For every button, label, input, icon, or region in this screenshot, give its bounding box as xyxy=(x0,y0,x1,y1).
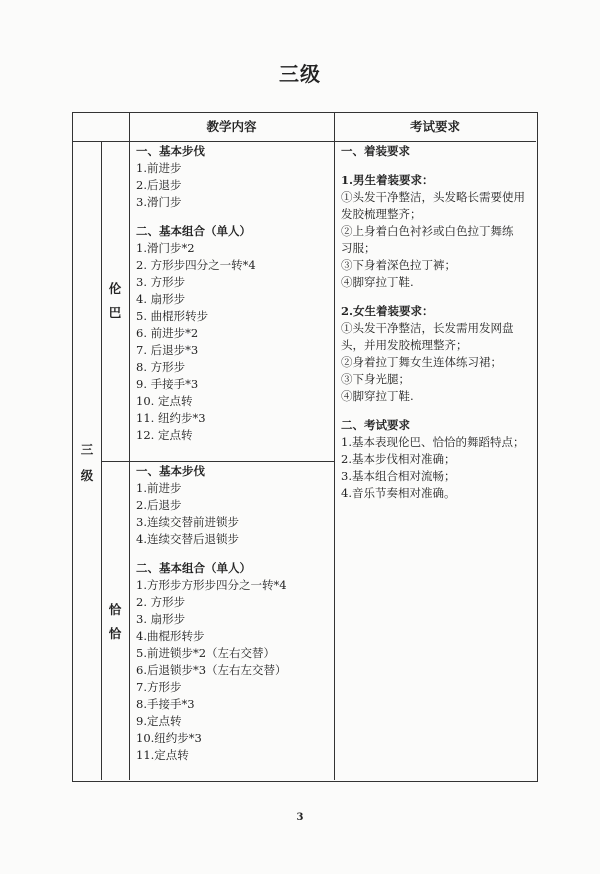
list-item: 11.定点转 xyxy=(136,748,189,762)
list-item: ④脚穿拉丁鞋. xyxy=(341,275,414,289)
list-item: 6. 前进步*2 xyxy=(136,326,199,340)
header-divider xyxy=(73,141,536,142)
subsection-heading: 1.男生着装要求： xyxy=(341,173,434,187)
list-item: 1.前进步 xyxy=(136,161,182,175)
section-heading: 一、着装要求 xyxy=(341,144,410,158)
list-item: 8.手接手*3 xyxy=(136,697,195,711)
list-item: 6.后退锁步*3（左右左交替） xyxy=(136,663,287,677)
list-item: ②上身着白色衬衫或白色拉丁舞练 xyxy=(341,224,514,238)
header-exam-requirements: 考试要求 xyxy=(409,119,460,134)
list-item: 头，并用发胶梳理整齐； xyxy=(341,338,468,352)
list-item: 发胶梳理整齐； xyxy=(341,207,422,221)
list-item: ②身着拉丁舞女生连体练习裙； xyxy=(341,355,502,369)
list-item: 4.音乐节奏相对准确。 xyxy=(341,486,456,500)
list-item: 3.基本组合相对流畅； xyxy=(341,469,456,483)
list-item: 7.方形步 xyxy=(136,680,182,694)
list-item: 9. 手接手*3 xyxy=(136,377,199,391)
subsection-heading: 2.女生着装要求： xyxy=(341,304,434,318)
list-item: 1.基本表现伦巴、恰恰的舞蹈特点； xyxy=(341,435,525,449)
list-item: 3.滑门步 xyxy=(136,195,182,209)
list-item: 2.后退步 xyxy=(136,498,182,512)
section-heading: 二、基本组合（单人） xyxy=(136,561,251,575)
list-item: 3. 扇形步 xyxy=(136,612,186,626)
list-item: 4. 扇形步 xyxy=(136,292,186,306)
list-item: 4.连续交替后退锁步 xyxy=(136,532,239,546)
list-item: 2. 方形步四分之一转*4 xyxy=(136,258,256,272)
list-item: 11. 纽约步*3 xyxy=(136,411,206,425)
section-heading: 一、基本步伐 xyxy=(136,144,205,158)
list-item: 3. 方形步 xyxy=(136,275,186,289)
list-item: 5.前进锁步*2（左右交替） xyxy=(136,646,276,660)
list-item: 8. 方形步 xyxy=(136,360,186,374)
page-title: 三级 xyxy=(279,62,321,86)
curriculum-table xyxy=(72,112,538,782)
dance-name-rumba: 伦 巴 xyxy=(108,281,122,320)
list-item: ①头发干净整洁，头发略长需要使用 xyxy=(341,190,525,204)
col-divider-level xyxy=(129,113,130,780)
section-heading: 二、考试要求 xyxy=(341,418,410,432)
col-divider-requirements xyxy=(334,113,335,780)
list-item: ③下身光腿； xyxy=(341,372,410,386)
list-item: ①头发干净整洁，长发需用发网盘 xyxy=(341,321,514,335)
list-item: 5. 曲棍形转步 xyxy=(136,309,209,323)
list-item: 10. 定点转 xyxy=(136,394,193,408)
list-item: 12. 定点转 xyxy=(136,428,193,442)
list-item: 2.后退步 xyxy=(136,178,182,192)
list-item: 4.曲棍形转步 xyxy=(136,629,205,643)
header-teaching-content: 教学内容 xyxy=(206,119,257,134)
section-heading: 一、基本步伐 xyxy=(136,464,205,478)
list-item: 2.基本步伐相对准确； xyxy=(341,452,456,466)
list-item: 9.定点转 xyxy=(136,714,182,728)
list-item: 3.连续交替前进锁步 xyxy=(136,515,239,529)
level-label: 三 级 xyxy=(80,442,94,483)
list-item: 10.纽约步*3 xyxy=(136,731,202,745)
list-item: 7. 后退步*3 xyxy=(136,343,199,357)
list-item: ③下身着深色拉丁裤； xyxy=(341,258,456,272)
list-item: 1.前进步 xyxy=(136,481,182,495)
chacha-content xyxy=(136,463,287,764)
list-item: 2. 方形步 xyxy=(136,595,186,609)
dance-name-chacha: 恰 恰 xyxy=(108,602,122,641)
rumba-content xyxy=(136,143,256,444)
exam-requirements-content xyxy=(341,143,525,502)
list-item: 1.方形步方形步四分之一转*4 xyxy=(136,578,287,592)
list-item: 1.滑门步*2 xyxy=(136,241,195,255)
dance-row-divider xyxy=(101,461,334,462)
section-heading: 二、基本组合（单人） xyxy=(136,224,251,238)
page-number: 3 xyxy=(296,812,304,823)
list-item: 习服； xyxy=(341,241,376,255)
list-item: ④脚穿拉丁鞋. xyxy=(341,389,414,403)
